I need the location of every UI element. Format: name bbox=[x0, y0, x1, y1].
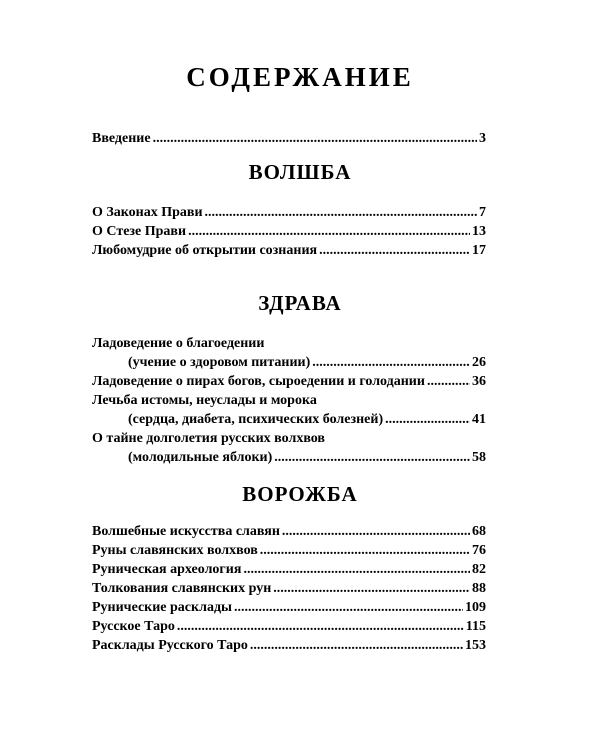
dot-leader bbox=[234, 598, 463, 617]
toc-entry[interactable] bbox=[128, 448, 486, 467]
dot-leader bbox=[427, 372, 470, 391]
toc-entry-label: Руны славянских волхвов bbox=[92, 543, 258, 558]
toc-entry-label[interactable]: Лечьба истомы, неуслады и морока bbox=[92, 393, 317, 408]
toc-entry-label[interactable]: Ладоведение о благоедении bbox=[92, 336, 265, 351]
toc-entry-label: О Законах Прави bbox=[92, 205, 203, 220]
dot-leader bbox=[177, 617, 464, 636]
dot-leader bbox=[319, 241, 470, 260]
dot-leader bbox=[243, 560, 470, 579]
toc-entry-page: 3 bbox=[479, 131, 486, 146]
toc-entry[interactable] bbox=[92, 636, 486, 655]
toc-entry-label: Руническая археология bbox=[92, 562, 242, 577]
toc-entry-page: 153 bbox=[465, 638, 486, 653]
toc-entry-sublabel: (учение о здоровом питании) bbox=[128, 355, 311, 370]
toc-entry-page: 68 bbox=[472, 524, 486, 539]
toc-entry[interactable] bbox=[92, 541, 486, 560]
toc-entry-label: Расклады Русского Таро bbox=[92, 638, 248, 653]
toc-entry-intro[interactable] bbox=[92, 129, 486, 148]
toc-entry-sublabel: (молодильные яблоки) bbox=[128, 450, 273, 465]
toc-entry-label: Введение bbox=[92, 131, 151, 146]
dot-leader bbox=[282, 522, 470, 541]
toc-entry[interactable] bbox=[92, 222, 486, 241]
toc-entry[interactable] bbox=[128, 410, 486, 429]
toc-entry-label: Ладоведение о пирах богов, сыроедении и голодании bbox=[92, 374, 425, 389]
section-title-volshba: ВОЛШБА bbox=[248, 160, 352, 184]
toc-entry-page: 58 bbox=[472, 450, 486, 465]
toc-entry-label[interactable]: О тайне долголетия русских волхвов bbox=[92, 431, 325, 446]
toc-entry-page: 82 bbox=[472, 562, 486, 577]
toc-entry-label: О Стезе Прави bbox=[92, 224, 187, 239]
toc-entry[interactable] bbox=[92, 598, 486, 617]
toc-entry-page: 17 bbox=[472, 243, 486, 258]
dot-leader bbox=[153, 129, 477, 148]
dot-leader bbox=[250, 636, 463, 655]
toc-entry-label: Любомудрие об открытии сознания bbox=[92, 243, 318, 258]
toc-entry-label: Волшебные искусства славян bbox=[92, 524, 280, 539]
toc-entry[interactable] bbox=[92, 203, 486, 222]
toc-entry[interactable] bbox=[92, 617, 486, 636]
dot-leader bbox=[274, 448, 470, 467]
section-title-zdrava: ЗДРАВА bbox=[258, 291, 342, 315]
toc-entry-page: 41 bbox=[472, 412, 486, 427]
section-title-vorozhba: ВОРОЖБА bbox=[242, 482, 358, 506]
toc-entry-label: Русское Таро bbox=[92, 619, 175, 634]
dot-leader bbox=[260, 541, 470, 560]
toc-entry-page: 109 bbox=[465, 600, 486, 615]
page-title: СОДЕРЖАНИЕ bbox=[186, 62, 414, 92]
toc-entry-sublabel: (сердца, диабета, психических болезней) bbox=[128, 412, 384, 427]
toc-entry-label: Рунические расклады bbox=[92, 600, 232, 615]
toc-entry[interactable] bbox=[92, 560, 486, 579]
toc-entry[interactable] bbox=[92, 372, 486, 391]
dot-leader bbox=[188, 222, 470, 241]
toc-entry[interactable] bbox=[128, 353, 486, 372]
toc-entry[interactable] bbox=[92, 241, 486, 260]
dot-leader bbox=[385, 410, 470, 429]
toc-entry-page: 36 bbox=[472, 374, 486, 389]
dot-leader bbox=[205, 203, 477, 222]
dot-leader bbox=[273, 579, 470, 598]
toc-entry-label: Толкования славянских рун bbox=[92, 581, 272, 596]
toc-entry-page: 7 bbox=[479, 205, 486, 220]
toc-entry-page: 26 bbox=[472, 355, 486, 370]
toc-entry[interactable] bbox=[92, 579, 486, 598]
toc-entry-page: 88 bbox=[472, 581, 486, 596]
toc-entry[interactable] bbox=[92, 522, 486, 541]
toc-entry-page: 115 bbox=[465, 619, 486, 634]
toc-entry-page: 13 bbox=[472, 224, 486, 239]
toc-entry-page: 76 bbox=[472, 543, 486, 558]
dot-leader bbox=[312, 353, 470, 372]
